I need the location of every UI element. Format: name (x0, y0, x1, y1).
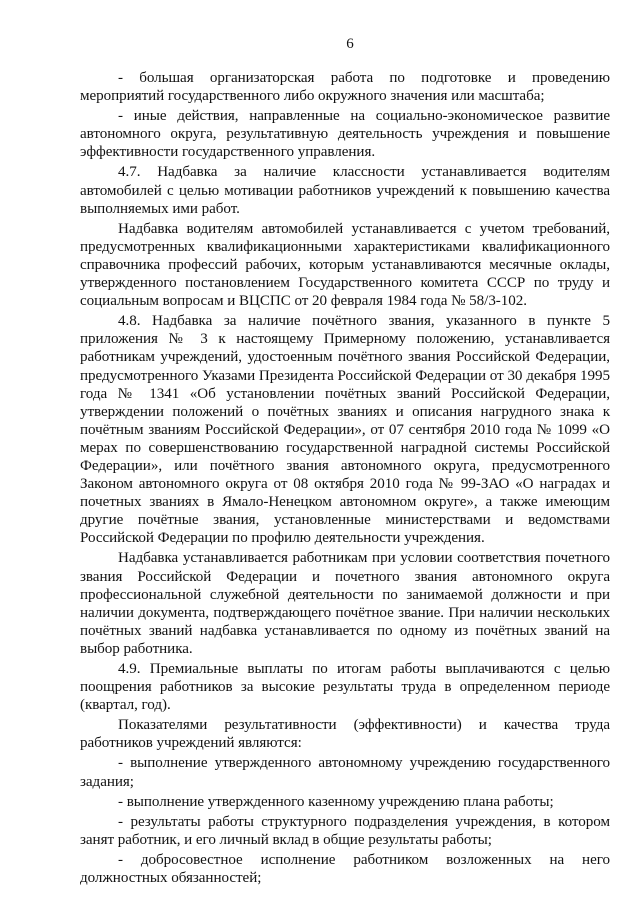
list-item-duties: - добросовестное исполнение работником возложенных на него должностных обязанностей; (80, 851, 610, 887)
paragraph-4-9-premium-payments: 4.9. Премиальные выплаты по итогам работы выплачиваются с целью поощрения работников за высокие результаты труда в определенном периоде (квартал, год). (80, 661, 610, 714)
paragraph-other-actions: - иные действия, направленные на социально-экономическое развитие автономного округа, результативную деятельность учреждения и повышение эффективности государственного управления. (80, 108, 610, 161)
page-number: 6 (346, 36, 354, 52)
document-page (80, 34, 610, 889)
paragraph-4-7-class-bonus: 4.7. Надбавка за наличие классности устанавливается водителям автомобилей с целью мотивации работников учреждений к повышению качества выполняемых ими работ. (80, 164, 610, 217)
list-item-state-assignment: - выполнение утвержденного автономному учреждению государственного задания; (80, 755, 610, 790)
paragraph-4-8-honorary-title-bonus: 4.8. Надбавка за наличие почётного звания, указанного в пункте 5 приложения № 3 к настоящему Примерному положению, устанавливается работникам учреждений, удостоенным почётного звания Российской Федерации, предусмотренного Указами Президента Российской Федерации от 30 декабря 1995 года № 1341 «Об установлении почётных званий Российской Федерации, утверждении положений о почётных званиях и описания нагрудного знака к почётным званиям Российской Федерации», от 07 сентября 2010 года № 1099 «О мерах по совершенствованию государственной наградной системы Российской Федерации», или почётного звания автономного округа, предусмотренного Законом автономного округа от 08 октября 2010 года № 99-ЗАО «О наградах и почетных званиях в Ямало-Ненецком автономном округе», а также имеющим другие почётные звания, установленные министерствами и ведомствами Российской Федерации по профилю деятельности учреждения. (80, 313, 610, 547)
paragraph-honorary-title-conditions: Надбавка устанавливается работникам при условии соответствия почетного звания Российской Федерации и почетного звания автономного округа профессиональной служебной деятельности по занимаемой должности и при наличии документа, подтверждающего почётное звание. При наличии нескольких почётных званий надбавка устанавливается по одному из почётных званий на выбор работника. (80, 550, 610, 657)
list-item-work-plan: - выполнение утвержденного казенному учреждению плана работы; (118, 793, 554, 810)
list-item-department-results: - результаты работы структурного подразделения учреждения, в котором занят работник, и его личный вклад в общие результаты работы; (80, 813, 610, 848)
paragraph-driver-bonus: Надбавка водителям автомобилей устанавливается с учетом требований, предусмотренных квалификационными характеристиками квалификационного справочника профессий рабочих, которым устанавливаются месячные оклады, утвержденного постановлением Государственного комитета СССР по труду и социальным вопросам и ВЦСПС от 20 февраля 1984 года № 58/3-102. (80, 220, 610, 310)
paragraph-performance-indicators: Показателями результативности (эффективности) и качества труда работников учреждений являются: (80, 717, 610, 752)
paragraph-organizational-work: - большая организаторская работа по подготовке и проведению мероприятий государственного либо окружного значения или масштаба; (80, 70, 610, 105)
